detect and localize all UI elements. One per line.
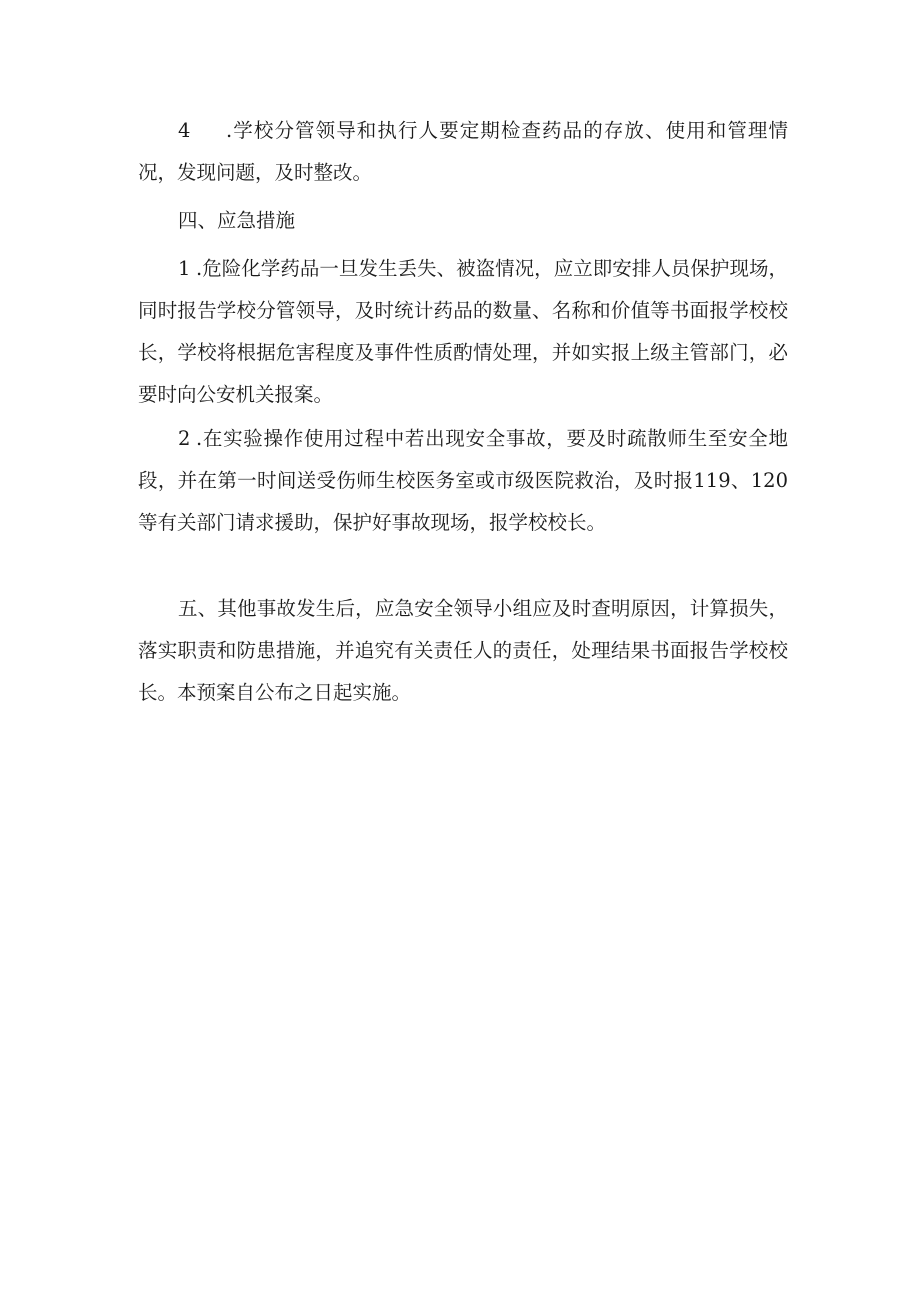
paragraph-item-1 bbox=[138, 248, 788, 416]
section-five-other-accidents bbox=[138, 588, 788, 714]
paragraph-item-4 bbox=[138, 110, 788, 194]
section-heading-emergency-measures bbox=[138, 200, 788, 242]
paragraph-text: 五、其他事故发生后，应急安全领导小组应及时查明原因，计算损失，落实职责和防患措施，并追究有关责任人的责任，处理结果书面报告学校校长。本预案自公布之日起实施。 bbox=[138, 597, 788, 704]
paragraph-item-2 bbox=[138, 418, 788, 544]
paragraph-text: .危险化学药品一旦发生丢失、被盗情况，应立即安排人员保护现场，同时报告学校分管领导，及时统计药品的数量、名称和价值等书面报学校校长，学校将根据危害程度及事件性质酌情处理，并如实报上级主管部门，必要时向公安机关报案。 bbox=[138, 257, 788, 406]
item-number: 2 bbox=[178, 427, 191, 450]
item-number: 1 bbox=[178, 257, 191, 280]
heading-text: 四、应急措施 bbox=[178, 209, 296, 232]
paragraph-text: .学校分管领导和执行人要定期检查药品的存放、使用和管理情况，发现问题，及时整改。 bbox=[138, 119, 788, 184]
item-number: 4 bbox=[178, 119, 191, 142]
paragraph-text: .在实验操作使用过程中若出现安全事故，要及时疏散师生至安全地段，并在第一时间送受伤师生校医务室或市级医院救治，及时报119、120等有关部门请求援助，保护好事故现场，报学校校长。 bbox=[138, 427, 788, 534]
